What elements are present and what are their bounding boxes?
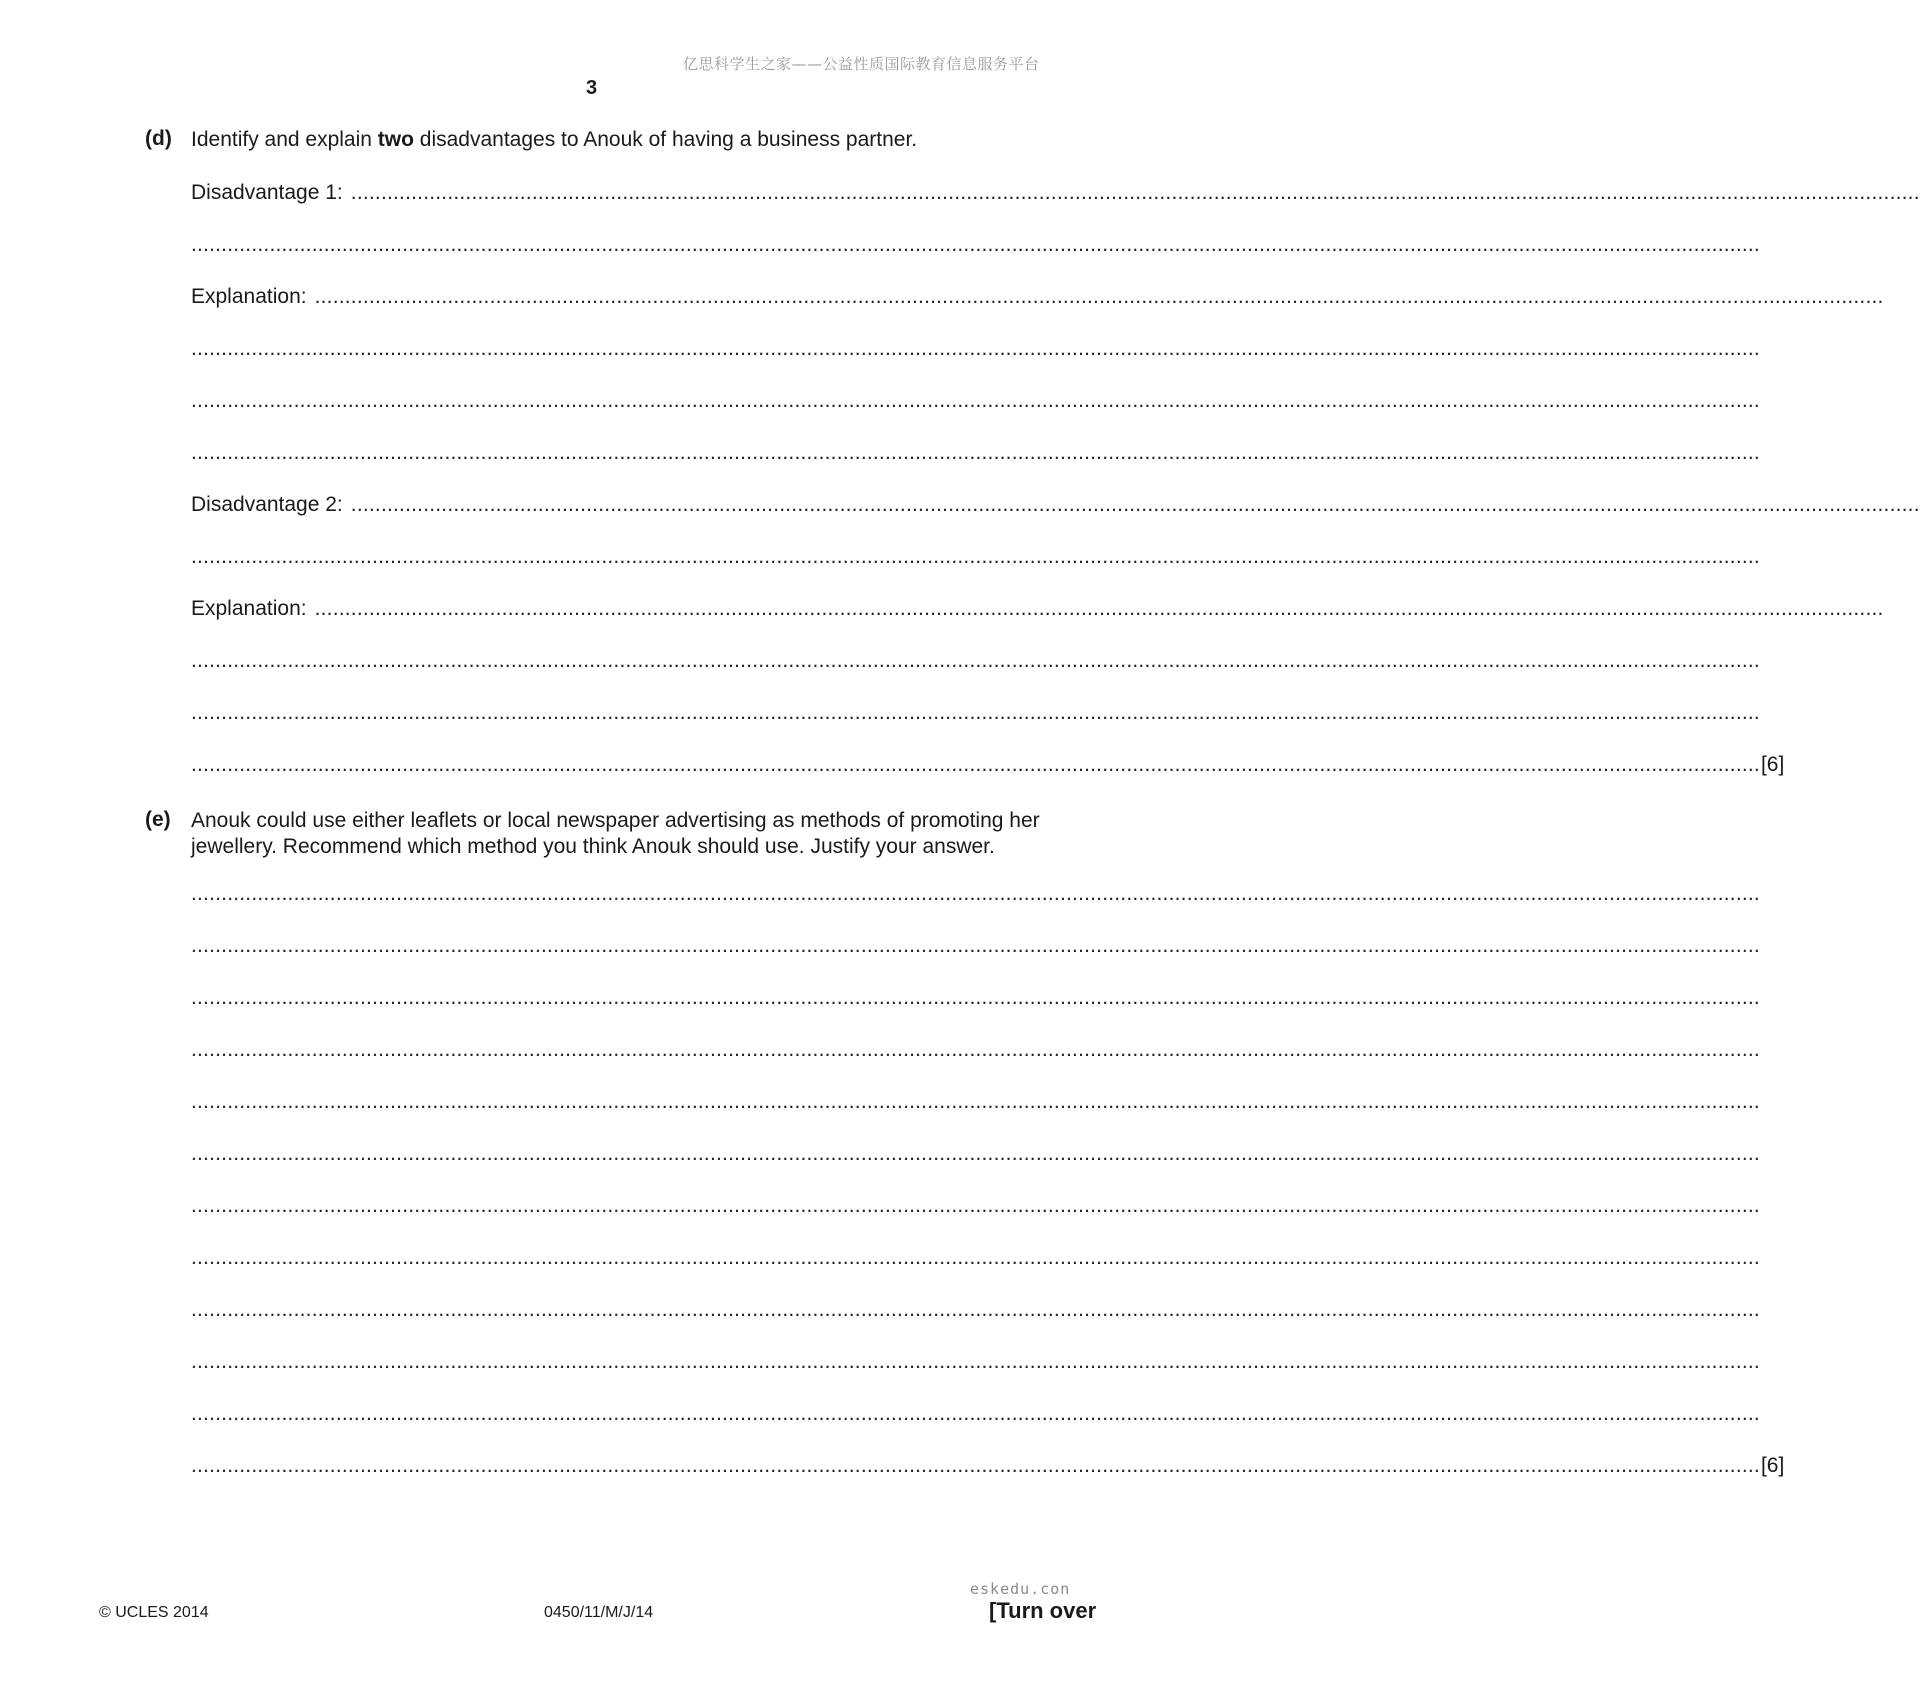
question-e-text: Anouk could use either leaflets or local newspaper advertising as methods of promoting her jewellery. Recommend which method you think Anouk should use. Justify your answer. [191, 809, 1040, 858]
question-e-answer-line[interactable] [191, 1297, 1760, 1323]
question-d-answer-line[interactable] [191, 284, 1884, 310]
question-d-text [191, 127, 1099, 153]
question-d-line-dots: .................................................................................................................................................................................................................................................................... [350, 181, 1920, 204]
question-d-answer-line[interactable] [191, 596, 1884, 622]
question-d-line-dots: .................................................................................................................................................................................................................................................................... [191, 545, 1760, 568]
question-e-line-dots: .................................................................................................................................................................................................................................................................... [191, 882, 1760, 905]
question-d-line-label: Disadvantage 1: [191, 181, 343, 204]
question-d-answer-line[interactable] [191, 180, 1920, 206]
question-d-line-dots: .................................................................................................................................................................................................................................................................... [191, 233, 1760, 256]
question-e-answer-line[interactable] [191, 985, 1760, 1011]
question-e-answer-line[interactable] [191, 1401, 1760, 1427]
question-e-label: (e) [145, 808, 171, 831]
question-d-line-dots: .................................................................................................................................................................................................................................................................... [191, 337, 1760, 360]
question-d-line-dots: .................................................................................................................................................................................................................................................................... [191, 753, 1760, 776]
footer-watermark: eskedu.con [970, 1580, 1071, 1598]
question-e-answer-line[interactable] [191, 881, 1760, 907]
question-e-answer-line[interactable] [191, 1089, 1760, 1115]
question-e-line-dots: .................................................................................................................................................................................................................................................................... [191, 1402, 1760, 1425]
question-e-answer-line[interactable] [191, 1349, 1760, 1375]
question-d-line-dots: .................................................................................................................................................................................................................................................................... [314, 285, 1884, 308]
question-d-line-dots: .................................................................................................................................................................................................................................................................... [191, 649, 1760, 672]
question-e-answer-line[interactable] [191, 933, 1760, 959]
footer-copyright: © UCLES 2014 [99, 1604, 209, 1621]
question-e-line-dots: .................................................................................................................................................................................................................................................................... [191, 1038, 1760, 1061]
question-e-line-dots: .................................................................................................................................................................................................................................................................... [191, 1350, 1760, 1373]
question-e-mark-allocation: [6] [1760, 1454, 1785, 1477]
question-e-line-dots: .................................................................................................................................................................................................................................................................... [191, 1194, 1760, 1217]
question-d-line-label: Explanation: [191, 285, 307, 308]
question-e-answer-line[interactable] [191, 1245, 1760, 1271]
question-d-line-dots: .................................................................................................................................................................................................................................................................... [191, 441, 1760, 464]
question-d-answer-line[interactable] [191, 752, 1785, 778]
question-d-line-dots: .................................................................................................................................................................................................................................................................... [314, 597, 1884, 620]
question-d-line-dots: .................................................................................................................................................................................................................................................................... [350, 493, 1920, 516]
question-d-answer-line[interactable] [191, 388, 1760, 414]
question-e-line-dots: .................................................................................................................................................................................................................................................................... [191, 1090, 1760, 1113]
question-d-line-label: Disadvantage 2: [191, 493, 343, 516]
question-e-line-dots: .................................................................................................................................................................................................................................................................... [191, 1298, 1760, 1321]
turn-over-label: [Turn over [989, 1598, 1097, 1623]
question-d-label: (d) [145, 127, 172, 150]
question-d-line-dots: .................................................................................................................................................................................................................................................................... [191, 701, 1760, 724]
question-d-answer-line[interactable] [191, 336, 1760, 362]
question-d-text-before: Identify and explain [191, 128, 378, 151]
question-e-line-dots: .................................................................................................................................................................................................................................................................... [191, 1142, 1760, 1165]
question-e-line-dots: .................................................................................................................................................................................................................................................................... [191, 934, 1760, 957]
question-d-answer-line[interactable] [191, 544, 1760, 570]
question-e-line-dots: .................................................................................................................................................................................................................................................................... [191, 986, 1760, 1009]
question-d-text-bold: two [377, 128, 414, 151]
question-e-line-dots: .................................................................................................................................................................................................................................................................... [191, 1454, 1760, 1477]
question-d-line-dots: .................................................................................................................................................................................................................................................................... [191, 389, 1760, 412]
question-e-line-dots: .................................................................................................................................................................................................................................................................... [191, 1246, 1760, 1269]
question-d-mark-allocation: [6] [1760, 753, 1785, 776]
question-e-answer-line[interactable] [191, 1037, 1760, 1063]
footer-paper-code: 0450/11/M/J/14 [544, 1604, 654, 1621]
question-d-answer-line[interactable] [191, 648, 1760, 674]
question-d-answer-line[interactable] [191, 232, 1760, 258]
question-d-answer-line[interactable] [191, 700, 1760, 726]
question-d-answer-line[interactable] [191, 440, 1760, 466]
question-e-answer-line[interactable] [191, 1141, 1760, 1167]
question-d-line-label: Explanation: [191, 597, 307, 620]
question-e-answer-line[interactable] [191, 1193, 1760, 1219]
question-d-answer-line[interactable] [191, 492, 1920, 518]
question-e-answer-line[interactable] [191, 1453, 1785, 1479]
header-watermark: 亿思科学生之家——公益性质国际教育信息服务平台 [683, 55, 1040, 73]
question-d-text-after: disadvantages to Anouk of having a business partner. [413, 128, 918, 151]
page-number: 3 [586, 77, 598, 99]
